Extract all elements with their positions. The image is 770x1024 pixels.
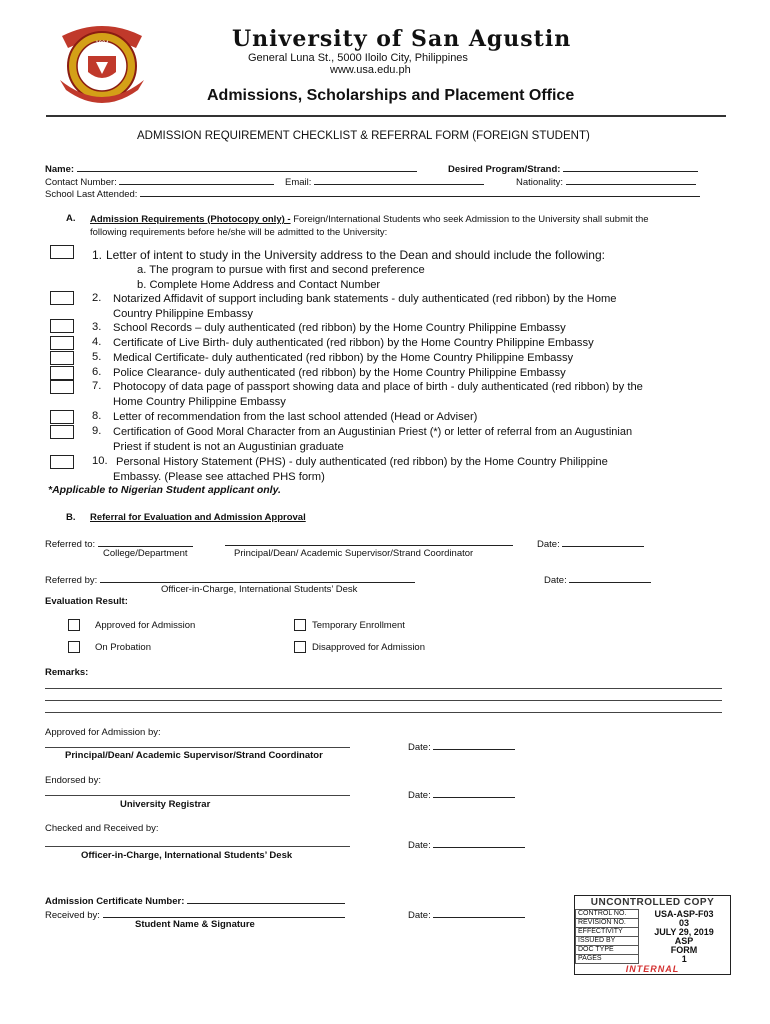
stamp-value: ASP [674, 936, 694, 946]
stamp-title: UNCONTROLLED COPY [590, 897, 715, 908]
stamp-key: CONTROL NO. [576, 910, 639, 919]
checked-date-field[interactable] [408, 837, 525, 851]
requirement-4-checkbox[interactable] [50, 336, 74, 350]
date-label: Date: [544, 575, 567, 586]
requirement-number: 4. [92, 336, 102, 348]
stamp-value: USA-ASP-F03 [654, 909, 714, 919]
requirement-text: Medical Certificate- duly authenticated (red ribbon) by the Home Country Philippine Embassy [113, 352, 574, 364]
requirement-number: 5. [92, 351, 102, 363]
requirement-5-checkbox[interactable] [50, 351, 74, 365]
approved-by-signature-line[interactable] [45, 747, 350, 748]
endorsed-date-field[interactable] [408, 787, 515, 801]
requirement-3-checkbox[interactable] [50, 319, 74, 333]
evaluation-result-label: Evaluation Result: [45, 596, 128, 607]
name-field[interactable] [45, 161, 417, 175]
received-date-field[interactable] [408, 907, 525, 921]
requirement-6-checkbox[interactable] [50, 366, 74, 380]
requirement-text: School Records – duly authenticated (red ribbon) by the Home Country Philippine Embassy [113, 322, 566, 334]
requirement-text: b. Complete Home Address and Contact Number [137, 279, 381, 291]
control-stamp [574, 895, 731, 975]
referred-by-label: Referred by: [45, 575, 98, 586]
stamp-key: REVISION NO. [576, 919, 639, 928]
stamp-key: PAGES [576, 955, 639, 964]
university-website: www.usa.edu.ph [330, 64, 411, 76]
requirement-text: Notarized Affidavit of support including bank statements - duly authenticated (red ribbon) by the Home [113, 293, 617, 305]
requirement-1-checkbox[interactable] [50, 245, 74, 259]
remarks-line[interactable] [45, 712, 722, 713]
requirement-number: 2. [92, 292, 102, 304]
office-name: Admissions, Scholarships and Placement Office [207, 87, 575, 104]
section-a-intro [90, 213, 710, 239]
school-field[interactable] [45, 186, 700, 200]
referred-to-signature-line[interactable] [225, 545, 513, 546]
section-a-letter: A. [66, 213, 76, 224]
approved-label: Approved for Admission [95, 620, 196, 631]
temporary-enrollment-checkbox[interactable] [294, 619, 306, 631]
section-b-letter: B. [66, 512, 76, 523]
requirement-number: 6. [92, 366, 102, 378]
endorsed-by-signature-line[interactable] [45, 795, 350, 796]
officer-caption: Officer-in-Charge, International Students’ Desk [161, 584, 358, 595]
requirement-text: a. The program to pursue with first and second preference [137, 264, 425, 276]
endorsed-by-label: Endorsed by: [45, 775, 101, 786]
requirement-7-checkbox[interactable] [50, 380, 74, 394]
requirement-number: 9. [92, 425, 102, 437]
requirement-text: Police Clearance- duly authenticated (red ribbon) by the Home Country Philippine Embassy [113, 367, 566, 379]
name-label: Name: [45, 164, 75, 175]
approved-by-label: Approved for Admission by: [45, 727, 161, 738]
remarks-line[interactable] [45, 688, 722, 689]
header-divider [46, 115, 726, 117]
nigerian-note: *Applicable to Nigerian Student applicant only. [48, 484, 281, 496]
contact-label: Contact Number: [45, 177, 117, 188]
program-field[interactable] [448, 161, 698, 175]
program-label: Desired Program/Strand: [448, 164, 561, 175]
stamp-key: EFFECTIVITY [576, 928, 639, 937]
disapproved-checkbox[interactable] [294, 641, 306, 653]
remarks-label: Remarks: [45, 667, 89, 678]
stamp-internal: INTERNAL [625, 964, 680, 974]
date-label: Date: [408, 840, 431, 851]
requirement-number: 10. [92, 455, 108, 467]
referred-by-date-field[interactable] [544, 572, 651, 586]
requirement-text: Photocopy of data page of passport showing data and place of birth - duly authenticated (red ribbon) by the [113, 381, 643, 393]
principal-dean-caption: Principal/Dean/ Academic Supervisor/Strand Coordinator [234, 548, 474, 559]
stamp-key: DOC TYPE [576, 946, 639, 955]
cert-number-field[interactable] [45, 893, 345, 907]
section-a-intro-text: Foreign/International Students who seek Admission to the University shall submit the [290, 214, 649, 225]
requirement-text: Country Philippine Embassy [113, 308, 253, 320]
requirement-2-checkbox[interactable] [50, 291, 74, 305]
date-label: Date: [408, 790, 431, 801]
date-label: Date: [408, 910, 431, 921]
requirement-8-checkbox[interactable] [50, 410, 74, 424]
university-seal-logo [52, 18, 152, 108]
form-title: ADMISSION REQUIREMENT CHECKLIST & REFERRAL FORM (FOREIGN STUDENT) [137, 130, 590, 142]
requirement-10-checkbox[interactable] [50, 455, 74, 469]
student-signature-caption: Student Name & Signature [135, 919, 255, 930]
stamp-value: 1 [681, 954, 687, 964]
date-label: Date: [537, 539, 560, 550]
university-address: General Luna St., 5000 Iloilo City, Philippines [248, 52, 468, 64]
stamp-table [575, 909, 730, 964]
checked-by-role: Officer-in-Charge, International Students’ Desk [81, 850, 293, 861]
disapproved-label: Disapproved for Admission [312, 642, 425, 653]
email-label: Email: [285, 177, 312, 188]
requirement-number: 8. [92, 410, 102, 422]
requirement-number: 1. [92, 248, 103, 262]
requirement-text: Letter of intent to study in the University address to the Dean and should include the following: [106, 248, 605, 262]
requirement-text: Embassy. (Please see attached PHS form) [113, 471, 325, 483]
requirement-number: 3. [92, 321, 102, 333]
requirement-text: Letter of recommendation from the last school attended (Head or Adviser) [113, 411, 478, 423]
checked-by-label: Checked and Received by: [45, 823, 159, 834]
college-dept-caption: College/Department [103, 548, 188, 559]
requirement-9-checkbox[interactable] [50, 425, 74, 439]
stamp-value: 03 [678, 918, 689, 928]
approved-checkbox[interactable] [68, 619, 80, 631]
requirement-text: Certification of Good Moral Character from an Augustinian Priest (*) or letter of referral from an Augustinian [113, 426, 633, 438]
temporary-enrollment-label: Temporary Enrollment [312, 620, 405, 631]
referred-to-label: Referred to: [45, 539, 96, 550]
probation-checkbox[interactable] [68, 641, 80, 653]
section-a-title: Admission Requirements (Photocopy only) - [90, 214, 291, 225]
svg-text:1904: 1904 [95, 41, 109, 47]
endorsed-by-role: University Registrar [120, 799, 211, 810]
requirement-text: Certificate of Live Birth- duly authenticated (red ribbon) by the Home Country Philippine Embassy [113, 337, 594, 349]
referred-to-date-field[interactable] [537, 536, 644, 550]
cert-number-label: Admission Certificate Number: [45, 896, 185, 907]
requirement-text: Priest if student is not an Augustinian graduate [113, 441, 344, 453]
section-b-title: Referral for Evaluation and Admission Approval [90, 512, 306, 523]
requirement-text: Personal History Statement (PHS) - duly authenticated (red ribbon) by the Home Country Philippine [116, 456, 608, 468]
school-label: School Last Attended: [45, 189, 138, 200]
received-by-label: Received by: [45, 910, 100, 921]
approved-date-field[interactable] [408, 739, 515, 753]
stamp-value: JULY 29, 2019 [654, 927, 714, 937]
requirement-number: 7. [92, 380, 102, 392]
probation-label: On Probation [95, 642, 151, 653]
section-a-intro-text2: following requirements before he/she will be admitted to the University: [90, 227, 388, 238]
remarks-line[interactable] [45, 700, 722, 701]
date-label: Date: [408, 742, 431, 753]
stamp-value: FORM [670, 945, 698, 955]
university-name: University of San Agustin [232, 26, 572, 52]
stamp-key: ISSUED BY [576, 937, 639, 946]
checked-by-signature-line[interactable] [45, 846, 350, 847]
nationality-label: Nationality: [516, 177, 563, 188]
requirement-text: Home Country Philippine Embassy [113, 396, 286, 408]
approved-by-role: Principal/Dean/ Academic Supervisor/Strand Coordinator [65, 750, 323, 761]
